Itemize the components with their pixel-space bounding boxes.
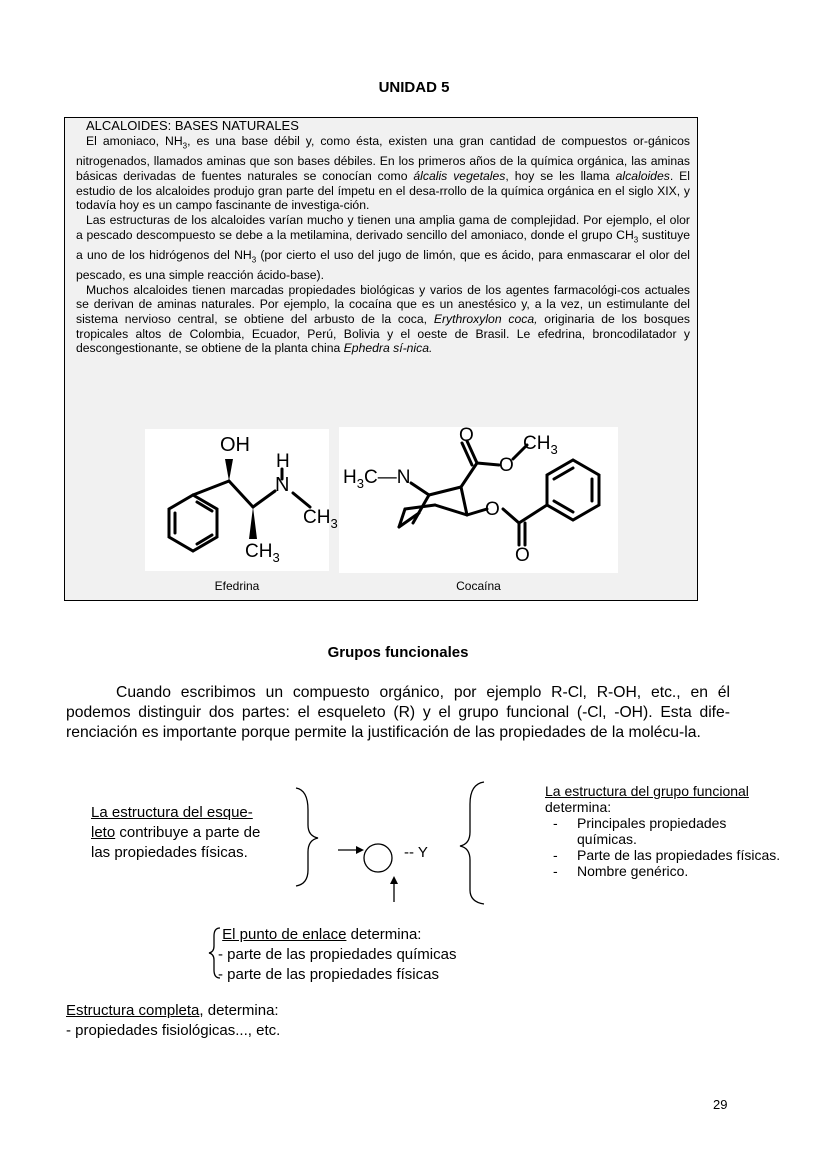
list-item: - Principales propiedades químicas. [553, 815, 727, 847]
ephedrine-oh: OH [220, 434, 250, 456]
functional-group-diagram [290, 780, 490, 910]
ephedrine-ch3-c: $CH_3$ [245, 541, 280, 565]
cocaine-o-carbonyl-top: O [459, 425, 474, 446]
ephedrine-h: H [276, 451, 290, 472]
complete-structure-text: Estructura completa, determina: - propiedades fisiológicas..., etc. [66, 1002, 281, 1039]
ephedrine-label: Efedrina [214, 579, 260, 593]
box-heading: ALCALOIDES: BASES NATURALES [86, 118, 299, 133]
page-number: 29 [713, 1097, 728, 1112]
ephedrine-structure [145, 429, 338, 571]
cocaine-label: Cocaína [456, 579, 501, 593]
ephedrine-n: N [275, 474, 290, 496]
y-label: -- Y [404, 844, 428, 861]
skeleton-text: La estructura del esque- leto contribuye a parte de las propiedades físicas. [91, 804, 261, 861]
cocaine-h3c-n: $H_3C—N$ [343, 467, 411, 491]
cocaine-o-ester-right: O [485, 499, 500, 520]
list-item: - Parte de las propiedades físicas. [553, 847, 781, 863]
intro-paragraph: Cuando escribimos un compuesto orgánico, por ejemplo R-Cl, R-OH, etc., en él podemos distinguir dos partes: el esqueleto (R) y el grupo funcional (-Cl, -OH). Esta dife-renciación es importante porque permite la justificación de las propiedades de la molécu-la. [66, 684, 730, 741]
unit-title: UNIDAD 5 [378, 79, 450, 96]
list-item: - Nombre genérico. [553, 863, 689, 879]
alkaloids-text [76, 119, 690, 356]
box-paragraph-1: El amoniaco, $NH_3$, es una base débil y, como ésta, existen una gran cantidad de compuestos or-gánicos nitrogenados, llamados aminas que son bases débiles. En los primeros años de la química orgánica, las aminas básicas derivadas de fuentes naturales se conocían como álcalis vegetales, hoy se les llama alcaloides. El estudio de los alcaloides produjo gran parte del ímpetu en el desa-rrollo de la química orgánica en el siglo XIX, y todavía hoy es un campo fascinante de investiga-ción. [76, 134, 690, 213]
cocaine-o-carbonyl-bottom: O [515, 545, 530, 566]
box-paragraph-3: Muchos alcaloides tienen marcadas propiedades biológicas y varios de los agentes farmacológi-cos actuales se derivan de aminas naturales. Por ejemplo, la cocaína que es un anestésico y, a la vez, un estimulante del sistema nervioso central, se obtiene del arbusto de la coca, Erythroxylon coca, originaria de los bosques tropicales altos de Colombia, Ecuador, Perú, Bolivia y el oeste de Brasil. Le efedrina, broncodilatador y descongestionante, se obtiene de la planta china Ephedra sí-nica. [76, 282, 691, 356]
attachment-point-text: El punto de enlace determina: - parte de las propiedades químicas - parte de las propiedades físicas [218, 926, 457, 983]
section-title: Grupos funcionales [327, 644, 469, 661]
box-paragraph-2: Las estructuras de los alcaloides varían mucho y tienen una amplia gama de complejidad. Por ejemplo, el olor a pescado descompuesto se debe a la metilamina, derivado sencillo del amoniaco, donde el grupo $CH_3$ sustituye a uno de los hidrógenos del $NH_3$ (por cierto el uso del jugo de limón, que es ácido, para enmascarar el olor del pescado, es una simple reacción ácido-base). [76, 212, 691, 282]
cocaine-structure [339, 427, 618, 573]
functional-group-text: La estructura del grupo funcional determina: - Principales propiedades químicas. - Parte de las propiedades físicas. - Nombre genérico. [545, 783, 785, 879]
ephedrine-ch3-n: $CH_3$ [303, 507, 338, 531]
cocaine-ch3: $CH_3$ [523, 433, 558, 457]
cocaine-o-ester-top: O [499, 455, 514, 476]
